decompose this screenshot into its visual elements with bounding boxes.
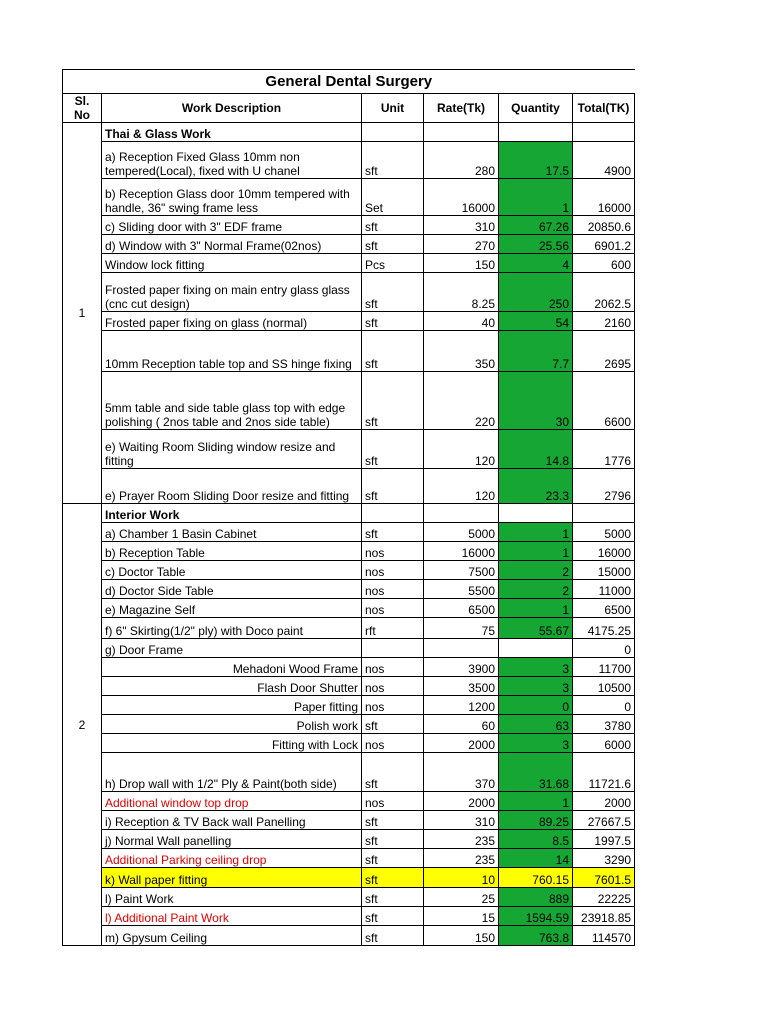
total-cell: 3780 xyxy=(573,715,635,734)
rate-cell: 3900 xyxy=(424,658,499,677)
unit-cell: nos xyxy=(362,677,424,696)
work-description-cell: Thai & Glass Work xyxy=(102,123,362,142)
total-cell: 10500 xyxy=(573,677,635,696)
total-cell: 2796 xyxy=(573,469,635,504)
unit-cell: sft xyxy=(362,849,424,868)
rate-cell: 5000 xyxy=(424,523,499,542)
unit-cell: sft xyxy=(362,469,424,504)
quantity-cell: 1 xyxy=(499,179,573,216)
quantity-cell: 0 xyxy=(499,696,573,715)
unit-cell: sft xyxy=(362,372,424,430)
table-row xyxy=(63,216,635,235)
rate-cell: 7500 xyxy=(424,561,499,580)
work-description-cell: Additional window top drop xyxy=(102,792,362,811)
work-description-cell: m) Gpysum Ceiling xyxy=(102,926,362,946)
table-row xyxy=(63,888,635,907)
total-cell: 2695 xyxy=(573,331,635,372)
table-row xyxy=(63,142,635,179)
total-cell: 22225 xyxy=(573,888,635,907)
unit-cell: sft xyxy=(362,926,424,946)
header-total: Total(TK) xyxy=(573,94,635,123)
rate-cell: 150 xyxy=(424,254,499,273)
work-description-cell: Paper fitting xyxy=(102,696,362,715)
work-description-cell: l) Additional Paint Work xyxy=(102,907,362,926)
table-row xyxy=(63,868,635,888)
quantity-cell: 89.25 xyxy=(499,811,573,830)
rate-cell: 75 xyxy=(424,618,499,639)
rate-cell: 60 xyxy=(424,715,499,734)
serial-number: 1 xyxy=(63,123,102,504)
rate-cell: 16000 xyxy=(424,542,499,561)
total-cell: 6000 xyxy=(573,734,635,753)
total-cell: 15000 xyxy=(573,561,635,580)
total-cell: 1997.5 xyxy=(573,830,635,849)
total-cell: 4175.25 xyxy=(573,618,635,639)
unit-cell: nos xyxy=(362,561,424,580)
work-description-cell: c) Sliding door with 3" EDF frame xyxy=(102,216,362,235)
unit-cell xyxy=(362,123,424,142)
total-cell: 114570 xyxy=(573,926,635,946)
total-cell: 2000 xyxy=(573,792,635,811)
work-description-cell: b) Reception Table xyxy=(102,542,362,561)
work-description-cell: Interior Work xyxy=(102,504,362,523)
rate-cell: 16000 xyxy=(424,179,499,216)
total-cell: 0 xyxy=(573,696,635,715)
unit-cell: Pcs xyxy=(362,254,424,273)
quantity-cell: 763.8 xyxy=(499,926,573,946)
rate-cell: 15 xyxy=(424,907,499,926)
quantity-cell: 889 xyxy=(499,888,573,907)
table-row xyxy=(63,677,635,696)
header-work-description: Work Description xyxy=(102,94,362,123)
total-cell: 11721.6 xyxy=(573,753,635,792)
work-description-cell: c) Doctor Table xyxy=(102,561,362,580)
quantity-cell: 760.15 xyxy=(499,868,573,888)
table-row xyxy=(63,926,635,946)
table-row xyxy=(63,504,635,523)
unit-cell: sft xyxy=(362,312,424,331)
quantity-cell: 250 xyxy=(499,273,573,312)
unit-cell: sft xyxy=(362,811,424,830)
quantity-cell: 1 xyxy=(499,599,573,618)
total-cell: 6500 xyxy=(573,599,635,618)
work-description-cell: Fitting with Lock xyxy=(102,734,362,753)
table-row xyxy=(63,907,635,926)
work-description-cell: h) Drop wall with 1/2" Ply & Paint(both side) xyxy=(102,753,362,792)
serial-number: 2 xyxy=(63,504,102,946)
header-rate: Rate(Tk) xyxy=(424,94,499,123)
work-description-cell: Frosted paper fixing on main entry glass glass (cnc cut design) xyxy=(102,273,362,312)
table-row xyxy=(63,658,635,677)
rate-cell: 25 xyxy=(424,888,499,907)
work-description-cell: j) Normal Wall panelling xyxy=(102,830,362,849)
quantity-cell xyxy=(499,639,573,658)
rate-cell: 10 xyxy=(424,868,499,888)
quantity-cell: 67.26 xyxy=(499,216,573,235)
rate-cell: 6500 xyxy=(424,599,499,618)
work-description-cell: Polish work xyxy=(102,715,362,734)
unit-cell: sft xyxy=(362,331,424,372)
total-cell: 1776 xyxy=(573,430,635,469)
table-row xyxy=(63,312,635,331)
quantity-cell: 14 xyxy=(499,849,573,868)
table-row xyxy=(63,599,635,618)
total-cell: 23918.85 xyxy=(573,907,635,926)
unit-cell: Set xyxy=(362,179,424,216)
rate-cell xyxy=(424,639,499,658)
total-cell: 27667.5 xyxy=(573,811,635,830)
total-cell: 11700 xyxy=(573,658,635,677)
quantity-cell: 25.56 xyxy=(499,235,573,254)
work-description-cell: e) Prayer Room Sliding Door resize and fitting xyxy=(102,469,362,504)
rate-cell: 120 xyxy=(424,469,499,504)
table-row xyxy=(63,561,635,580)
quantity-cell: 1 xyxy=(499,792,573,811)
header-sl-no: Sl. No xyxy=(63,94,102,123)
unit-cell: sft xyxy=(362,235,424,254)
work-description-cell: k) Wall paper fitting xyxy=(102,868,362,888)
table-row xyxy=(63,235,635,254)
table-row xyxy=(63,849,635,868)
quantity-cell: 1594.59 xyxy=(499,907,573,926)
table-row xyxy=(63,123,635,142)
work-description-cell: b) Reception Glass door 10mm tempered with handle, 36" swing frame less xyxy=(102,179,362,216)
quantity-cell: 2 xyxy=(499,561,573,580)
work-description-cell: l) Paint Work xyxy=(102,888,362,907)
total-cell: 600 xyxy=(573,254,635,273)
work-description-cell: a) Chamber 1 Basin Cabinet xyxy=(102,523,362,542)
estimate-table xyxy=(62,69,635,946)
unit-cell: sft xyxy=(362,888,424,907)
quantity-cell: 4 xyxy=(499,254,573,273)
rate-cell: 1200 xyxy=(424,696,499,715)
total-cell xyxy=(573,123,635,142)
unit-cell: sft xyxy=(362,430,424,469)
table-row xyxy=(63,523,635,542)
unit-cell: sft xyxy=(362,868,424,888)
total-cell: 6901.2 xyxy=(573,235,635,254)
table-row xyxy=(63,331,635,372)
total-cell: 11000 xyxy=(573,580,635,599)
rate-cell: 310 xyxy=(424,811,499,830)
work-description-cell: Flash Door Shutter xyxy=(102,677,362,696)
quantity-cell: 1 xyxy=(499,542,573,561)
table-row xyxy=(63,753,635,792)
sheet-title: General Dental Surgery xyxy=(63,70,635,94)
rate-cell: 2000 xyxy=(424,792,499,811)
total-cell: 2062.5 xyxy=(573,273,635,312)
table-row xyxy=(63,254,635,273)
unit-cell: nos xyxy=(362,792,424,811)
rate-cell: 8.25 xyxy=(424,273,499,312)
rate-cell: 5500 xyxy=(424,580,499,599)
unit-cell: sft xyxy=(362,523,424,542)
work-description-cell: Window lock fitting xyxy=(102,254,362,273)
quantity-cell: 3 xyxy=(499,658,573,677)
rate-cell xyxy=(424,123,499,142)
total-cell: 16000 xyxy=(573,542,635,561)
quantity-cell: 7.7 xyxy=(499,331,573,372)
unit-cell: nos xyxy=(362,542,424,561)
rate-cell: 350 xyxy=(424,331,499,372)
table-row xyxy=(63,580,635,599)
work-description-cell: Mehadoni Wood Frame xyxy=(102,658,362,677)
table-row xyxy=(63,618,635,639)
rate-cell: 220 xyxy=(424,372,499,430)
quantity-cell: 30 xyxy=(499,372,573,430)
work-description-cell: Additional Parking ceiling drop xyxy=(102,849,362,868)
work-description-cell: g) Door Frame xyxy=(102,639,362,658)
total-cell: 6600 xyxy=(573,372,635,430)
rate-cell: 150 xyxy=(424,926,499,946)
rate-cell: 235 xyxy=(424,830,499,849)
work-description-cell: d) Doctor Side Table xyxy=(102,580,362,599)
work-description-cell: 5mm table and side table glass top with edge polishing ( 2nos table and 2nos side table) xyxy=(102,372,362,430)
table-row xyxy=(63,430,635,469)
table-row xyxy=(63,830,635,849)
quantity-cell xyxy=(499,504,573,523)
header-quantity: Quantity xyxy=(499,94,573,123)
table-row xyxy=(63,734,635,753)
unit-cell: sft xyxy=(362,216,424,235)
total-cell: 7601.5 xyxy=(573,868,635,888)
table-row xyxy=(63,372,635,430)
rate-cell: 270 xyxy=(424,235,499,254)
work-description-cell: 10mm Reception table top and SS hinge fixing xyxy=(102,331,362,372)
unit-cell: sft xyxy=(362,907,424,926)
rate-cell: 120 xyxy=(424,430,499,469)
total-cell: 0 xyxy=(573,639,635,658)
table-row xyxy=(63,792,635,811)
quantity-cell xyxy=(499,123,573,142)
work-description-cell: d) Window with 3" Normal Frame(02nos) xyxy=(102,235,362,254)
total-cell: 5000 xyxy=(573,523,635,542)
unit-cell: sft xyxy=(362,753,424,792)
unit-cell: nos xyxy=(362,734,424,753)
work-description-cell: Frosted paper fixing on glass (normal) xyxy=(102,312,362,331)
unit-cell: nos xyxy=(362,696,424,715)
total-cell xyxy=(573,504,635,523)
quantity-cell: 54 xyxy=(499,312,573,331)
table-row xyxy=(63,811,635,830)
quantity-cell: 2 xyxy=(499,580,573,599)
rate-cell: 235 xyxy=(424,849,499,868)
table-row xyxy=(63,273,635,312)
work-description-cell: e) Magazine Self xyxy=(102,599,362,618)
rate-cell: 280 xyxy=(424,142,499,179)
total-cell: 3290 xyxy=(573,849,635,868)
total-cell: 4900 xyxy=(573,142,635,179)
table-row xyxy=(63,542,635,561)
unit-cell xyxy=(362,639,424,658)
unit-cell: sft xyxy=(362,142,424,179)
quantity-cell: 3 xyxy=(499,734,573,753)
unit-cell: nos xyxy=(362,599,424,618)
quantity-cell: 17.5 xyxy=(499,142,573,179)
quantity-cell: 63 xyxy=(499,715,573,734)
quantity-cell: 8.5 xyxy=(499,830,573,849)
unit-cell: rft xyxy=(362,618,424,639)
table-row xyxy=(63,696,635,715)
quantity-cell: 1 xyxy=(499,523,573,542)
unit-cell: sft xyxy=(362,830,424,849)
rate-cell: 370 xyxy=(424,753,499,792)
rate-cell: 3500 xyxy=(424,677,499,696)
header-unit: Unit xyxy=(362,94,424,123)
table-row xyxy=(63,469,635,504)
unit-cell: nos xyxy=(362,658,424,677)
rate-cell: 2000 xyxy=(424,734,499,753)
quantity-cell: 55.67 xyxy=(499,618,573,639)
work-description-cell: i) Reception & TV Back wall Panelling xyxy=(102,811,362,830)
unit-cell: sft xyxy=(362,273,424,312)
rate-cell: 40 xyxy=(424,312,499,331)
work-description-cell: e) Waiting Room Sliding window resize and fitting xyxy=(102,430,362,469)
unit-cell: sft xyxy=(362,715,424,734)
table-row xyxy=(63,179,635,216)
total-cell: 2160 xyxy=(573,312,635,331)
table-row xyxy=(63,715,635,734)
quantity-cell: 14.8 xyxy=(499,430,573,469)
quantity-cell: 23.3 xyxy=(499,469,573,504)
table-row xyxy=(63,639,635,658)
rate-cell: 310 xyxy=(424,216,499,235)
estimate-body xyxy=(63,123,635,946)
quantity-cell: 3 xyxy=(499,677,573,696)
unit-cell xyxy=(362,504,424,523)
total-cell: 20850.6 xyxy=(573,216,635,235)
work-description-cell: f) 6" Skirting(1/2" ply) with Doco paint xyxy=(102,618,362,639)
quantity-cell: 31.68 xyxy=(499,753,573,792)
work-description-cell: a) Reception Fixed Glass 10mm non tempered(Local), fixed with U chanel xyxy=(102,142,362,179)
rate-cell xyxy=(424,504,499,523)
total-cell: 16000 xyxy=(573,179,635,216)
unit-cell: nos xyxy=(362,580,424,599)
